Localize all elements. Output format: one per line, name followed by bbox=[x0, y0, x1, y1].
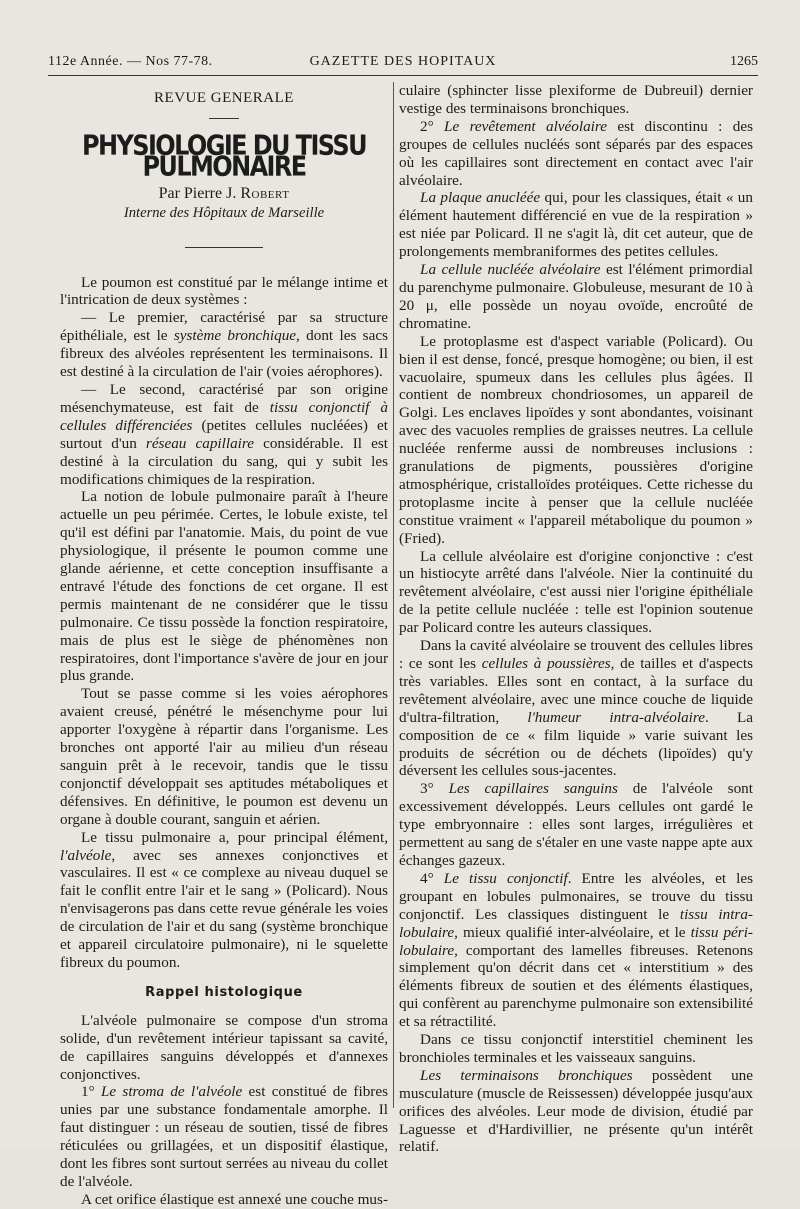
paragraph: La cellule alvéolaire est d'origine conjonctive : c'est un histiocyte arrêté dans l'alvéole. Nier la continuité du revêtement alvéolaire, c'est aussi nier l'origine épithéliale de la petite cellule nucléée : telle est l'opinion soutenue par Policard contre les auteurs classiques. bbox=[399, 547, 753, 637]
paragraph: La notion de lobule pulmonaire paraît à l'heure actuelle un peu périmée. Certes, le lobule existe, tel qu'il est défini par l'anatomie. Mais, du point de vue physiologique, il présente le poumon comme une glande aérienne, et cette conception insuffisante a entravé l'étude des fonctions de cet organe. Il est permis maintenant de ne considérer que le tissu pulmonaire. Ce tissu possède la fonction respiratoire, mais de plus est le siège de phénomènes non respiratoires, dont l'importance s'avère de jour en jour plus grande. bbox=[60, 488, 388, 685]
title-divider bbox=[185, 247, 263, 248]
section-title: REVUE GENERALE bbox=[154, 90, 294, 106]
author-name: Robert bbox=[240, 184, 290, 202]
paragraph: — Le second, caractérisé par son origine mésenchymateuse, est fait de tissu conjonctif à cellules différenciées (petites cellules nucléées) et surtout d'un réseau capillaire considérable. Il est destiné à la circulation du sang, qui y subit les modifications chimiques de la respiration. bbox=[60, 380, 388, 488]
paragraph: Les terminaisons bronchiques possèdent une musculature (muscle de Reissessen) développée jusqu'aux orifices des alvéoles. Leur mode de division, étudié par Laguesse et d'Hardivillier, ne présente qu'un intérêt relatif. bbox=[399, 1066, 754, 1156]
paragraph: 4° Le tissu conjonctif. Entre les alvéoles, et les groupant en lobules pulmonaires, se trouve du tissu conjonctif. Les classiques distinguent le tissu intra-lobulaire, mieux qualifié inter-alvéolaire, et le tissu péri-lobulaire, comportant des lamelles fibreuses. Retenons simplement qu'on décrit dans cet « interstitium » des éléments fibreux de soutien et des éléments élastiques, qui confèrent au parenchyme pulmonaire son extensibilité et sa rétractilité. bbox=[399, 869, 754, 1031]
paragraph: Le tissu pulmonaire a, pour principal élément, l'alvéole, avec ses annexes conjonctives et vasculaires. Il est « ce complexe au niveau duquel se fait le conflit entre l'air et le sang » (Policard). Nous n'envisagerons pas dans cette revue générale les voies de circulation de l'air et du sang (système bronchique et appareil circulatoire pulmonaire), ni le squelette fibreux du poumon. bbox=[60, 828, 388, 971]
page-number: 1265 bbox=[730, 54, 758, 69]
author-line bbox=[60, 185, 388, 203]
author-affiliation: Interne des Hôpitaux de Marseille bbox=[123, 204, 325, 221]
paragraph: Dans la cavité alvéolaire se trouvent des cellules libres : ce sont les cellules à poussières, de tailles et d'aspects très variables. Elles sont en contact, à la surface du revêtement alvéolaire, avec une mince couche de liquide d'ultra-filtration, l'humeur intra-alvéolaire. La composition de ce « film liquide » varie suivant les produits de sécrétion ou de déchets (lipoïdes) qu'y déversent les cellules sous-jacentes. bbox=[399, 637, 754, 780]
paragraph: L'alvéole pulmonaire se compose d'un stroma solide, d'un revêtement intérieur tapissant sa cavité, de capillaires sanguins développés et d'annexes conjonctives. bbox=[60, 1011, 388, 1083]
journal-title: GAZETTE DES HOPITAUX bbox=[309, 54, 497, 69]
column-divider bbox=[393, 82, 394, 1108]
paragraph: 3° Les capillaires sanguins de l'alvéole sont excessivement développés. Leurs cellules ont gardé le type embryonnaire : elles sont larges, irrégulières et permettent au sang de s'étaler en une vaste nappe apte aux échanges gazeux. bbox=[399, 780, 753, 869]
paragraph: culaire (sphincter lisse plexiforme de Dubreuil) dernier vestige des terminaisons bronchiques. bbox=[399, 82, 753, 117]
issue-number: 112e Année. — Nos 77-78. bbox=[48, 54, 213, 69]
paragraph: Dans ce tissu conjonctif interstitiel cheminent les bronchioles terminales et les vaisseaux sanguins. bbox=[399, 1031, 753, 1066]
article-title: PHYSIOLOGIE DU TISSU PULMONAIRE bbox=[82, 129, 366, 183]
subheading: Rappel histologique bbox=[145, 984, 303, 1000]
paragraph: 2° Le revêtement alvéolaire est discontinu : des groupes de cellules nucléés sont séparés par des espaces où les capillaires sont directement en contact avec l'air alvéolaire. bbox=[399, 117, 754, 189]
paragraph: — Le premier, caractérisé par sa structure épithéliale, est le système bronchique, dont les sacs fibreux des alvéoles représentent les terminaisons. Il est destiné à la circulation de l'air (voies aérophores). bbox=[60, 309, 388, 381]
paragraph: 1° Le stroma de l'alvéole est constitué de fibres unies par une substance fondamentale amorphe. Il faut distinguer : un réseau de soutien, tissé de fibres réticulées ou grillagées, et un dispositif élastique, dont les fibres sont surtout serrées au niveau du collet de l'alvéole. bbox=[60, 1083, 388, 1190]
paragraph: Le poumon est constitué par le mélange intime et l'intrication de deux systèmes : bbox=[60, 273, 388, 309]
right-column bbox=[399, 82, 754, 1156]
header-rule bbox=[48, 75, 758, 76]
paragraph: A cet orifice élastique est annexé une couche mus- bbox=[81, 1190, 388, 1208]
paragraph: La plaque anucléée qui, pour les classiques, était « un élément hautement différencié en vue de la respiration » est niée par Policard. Il ne s'agit là, dit cet auteur, que de prolongements membraniformes des petites cellules. bbox=[399, 189, 753, 261]
paragraph: Tout se passe comme si les voies aérophores avaient creusé, pénétré le mésenchyme pour lui apporter l'oxygène à répartir dans l'organisme. Les bronches ont apporté l'air au milieu d'un réseau sanguin prêt à le recevoir, tandis que le tissu conjonctif développait ses aptitudes métaboliques et défensives. En définitive, le poumon est devenu un organe à double courant, sanguin et aérien. bbox=[60, 685, 388, 828]
paragraph: Le protoplasme est d'aspect variable (Policard). Ou bien il est dense, foncé, presque homogène; ou bien, il est vacuolaire, spumeux dans les cellules plus âgées. Il contient de nombreux chondriosomes, un appareil de Golgi. Les enclaves lipoïdes y sont abondantes, voisinant avec des vacuoles remplies de graisses neutres. La cellule nucléée renferme aussi de nombreuses inclusions : granulations de pigments, poussières d'origine atmosphérique, cristalloïdes protéiques. Cette richesse du protoplasme incite à penser que la cellule nucléée constitue vraiment « l'appareil métabolique du poumon » (Fried). bbox=[399, 332, 753, 547]
author-prefix: Par Pierre J. bbox=[158, 184, 237, 202]
paragraph: La cellule nucléée alvéolaire est l'élément primordial du parenchyme pulmonaire. Globuleuse, mesurant de 10 à 20 μ, elle possède un noyau ovoïde, encroûté de chromatine. bbox=[399, 261, 753, 332]
running-header bbox=[48, 52, 758, 76]
left-column bbox=[60, 82, 388, 1208]
section-divider bbox=[209, 118, 239, 119]
